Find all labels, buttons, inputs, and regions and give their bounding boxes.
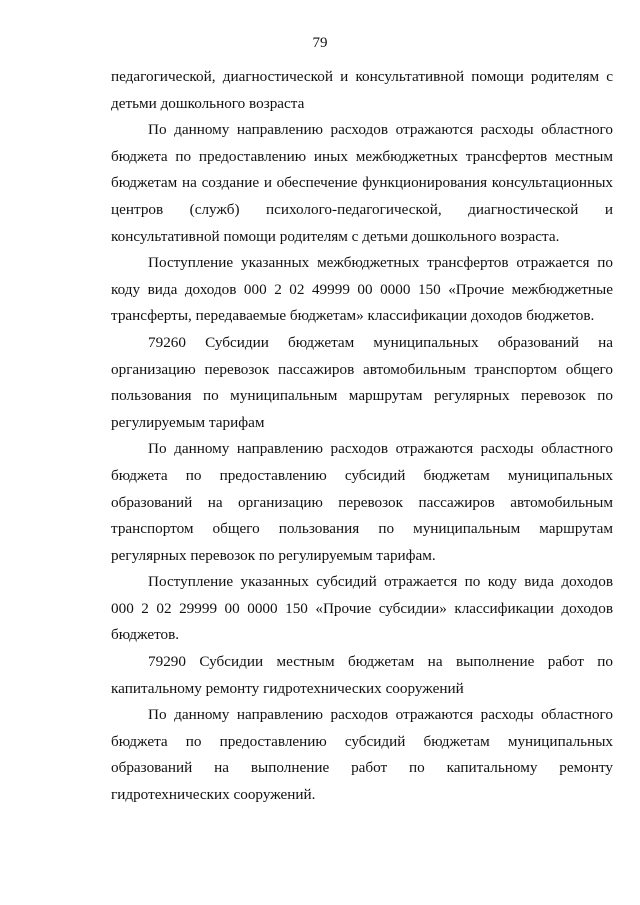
paragraph-income-code: Поступление указанных межбюджетных трансфертов отражается по коду вида доходов 000 2 02 49999 00 0000 150 «Прочие межбюджетные трансферты, передаваемые бюджетам» классификации доходов бюджетов. xyxy=(111,254,613,325)
page-number: 79 xyxy=(312,35,328,51)
paragraph-income-code: Поступление указанных субсидий отражается по коду вида доходов 000 2 02 29999 00 0000 150 «Прочие субсидии» классификации доходов бюджетов. xyxy=(111,573,613,644)
paragraph-continuation: педагогической, диагностической и консультативной помощи родителям с детьми дошкольного возраста xyxy=(111,68,613,112)
section-heading-79290: 79290 Субсидии местным бюджетам на выполнение работ по капитальному ремонту гидротехнических сооружений xyxy=(111,653,613,697)
paragraph-expense-description: По данному направлению расходов отражаются расходы областного бюджета по предоставлению иных межбюджетных трансфертов местным бюджетам на создание и обеспечение функционирования консультационных центров (служб) психолого-педагогической, диагностической и консультативной помощи родителям с детьми дошкольного возраста. xyxy=(111,121,613,245)
paragraph-expense-description: По данному направлению расходов отражаются расходы областного бюджета по предоставлению субсидий бюджетам муниципальных образований на организацию перевозок пассажиров автомобильным транспортом общего пользования по муниципальным маршрутам регулярных перевозок по регулируемым тарифам. xyxy=(111,440,613,564)
paragraph-expense-description: По данному направлению расходов отражаются расходы областного бюджета по предоставлению субсидий бюджетам муниципальных образований на выполнение работ по капитальному ремонту гидротехнических сооружений. xyxy=(111,706,613,804)
document-body xyxy=(111,64,613,809)
section-heading-79260: 79260 Субсидии бюджетам муниципальных образований на организацию перевозок пассажиров автомобильным транспортом общего пользования по муниципальным маршрутам регулярных перевозок по регулируемым тарифам xyxy=(111,333,613,431)
